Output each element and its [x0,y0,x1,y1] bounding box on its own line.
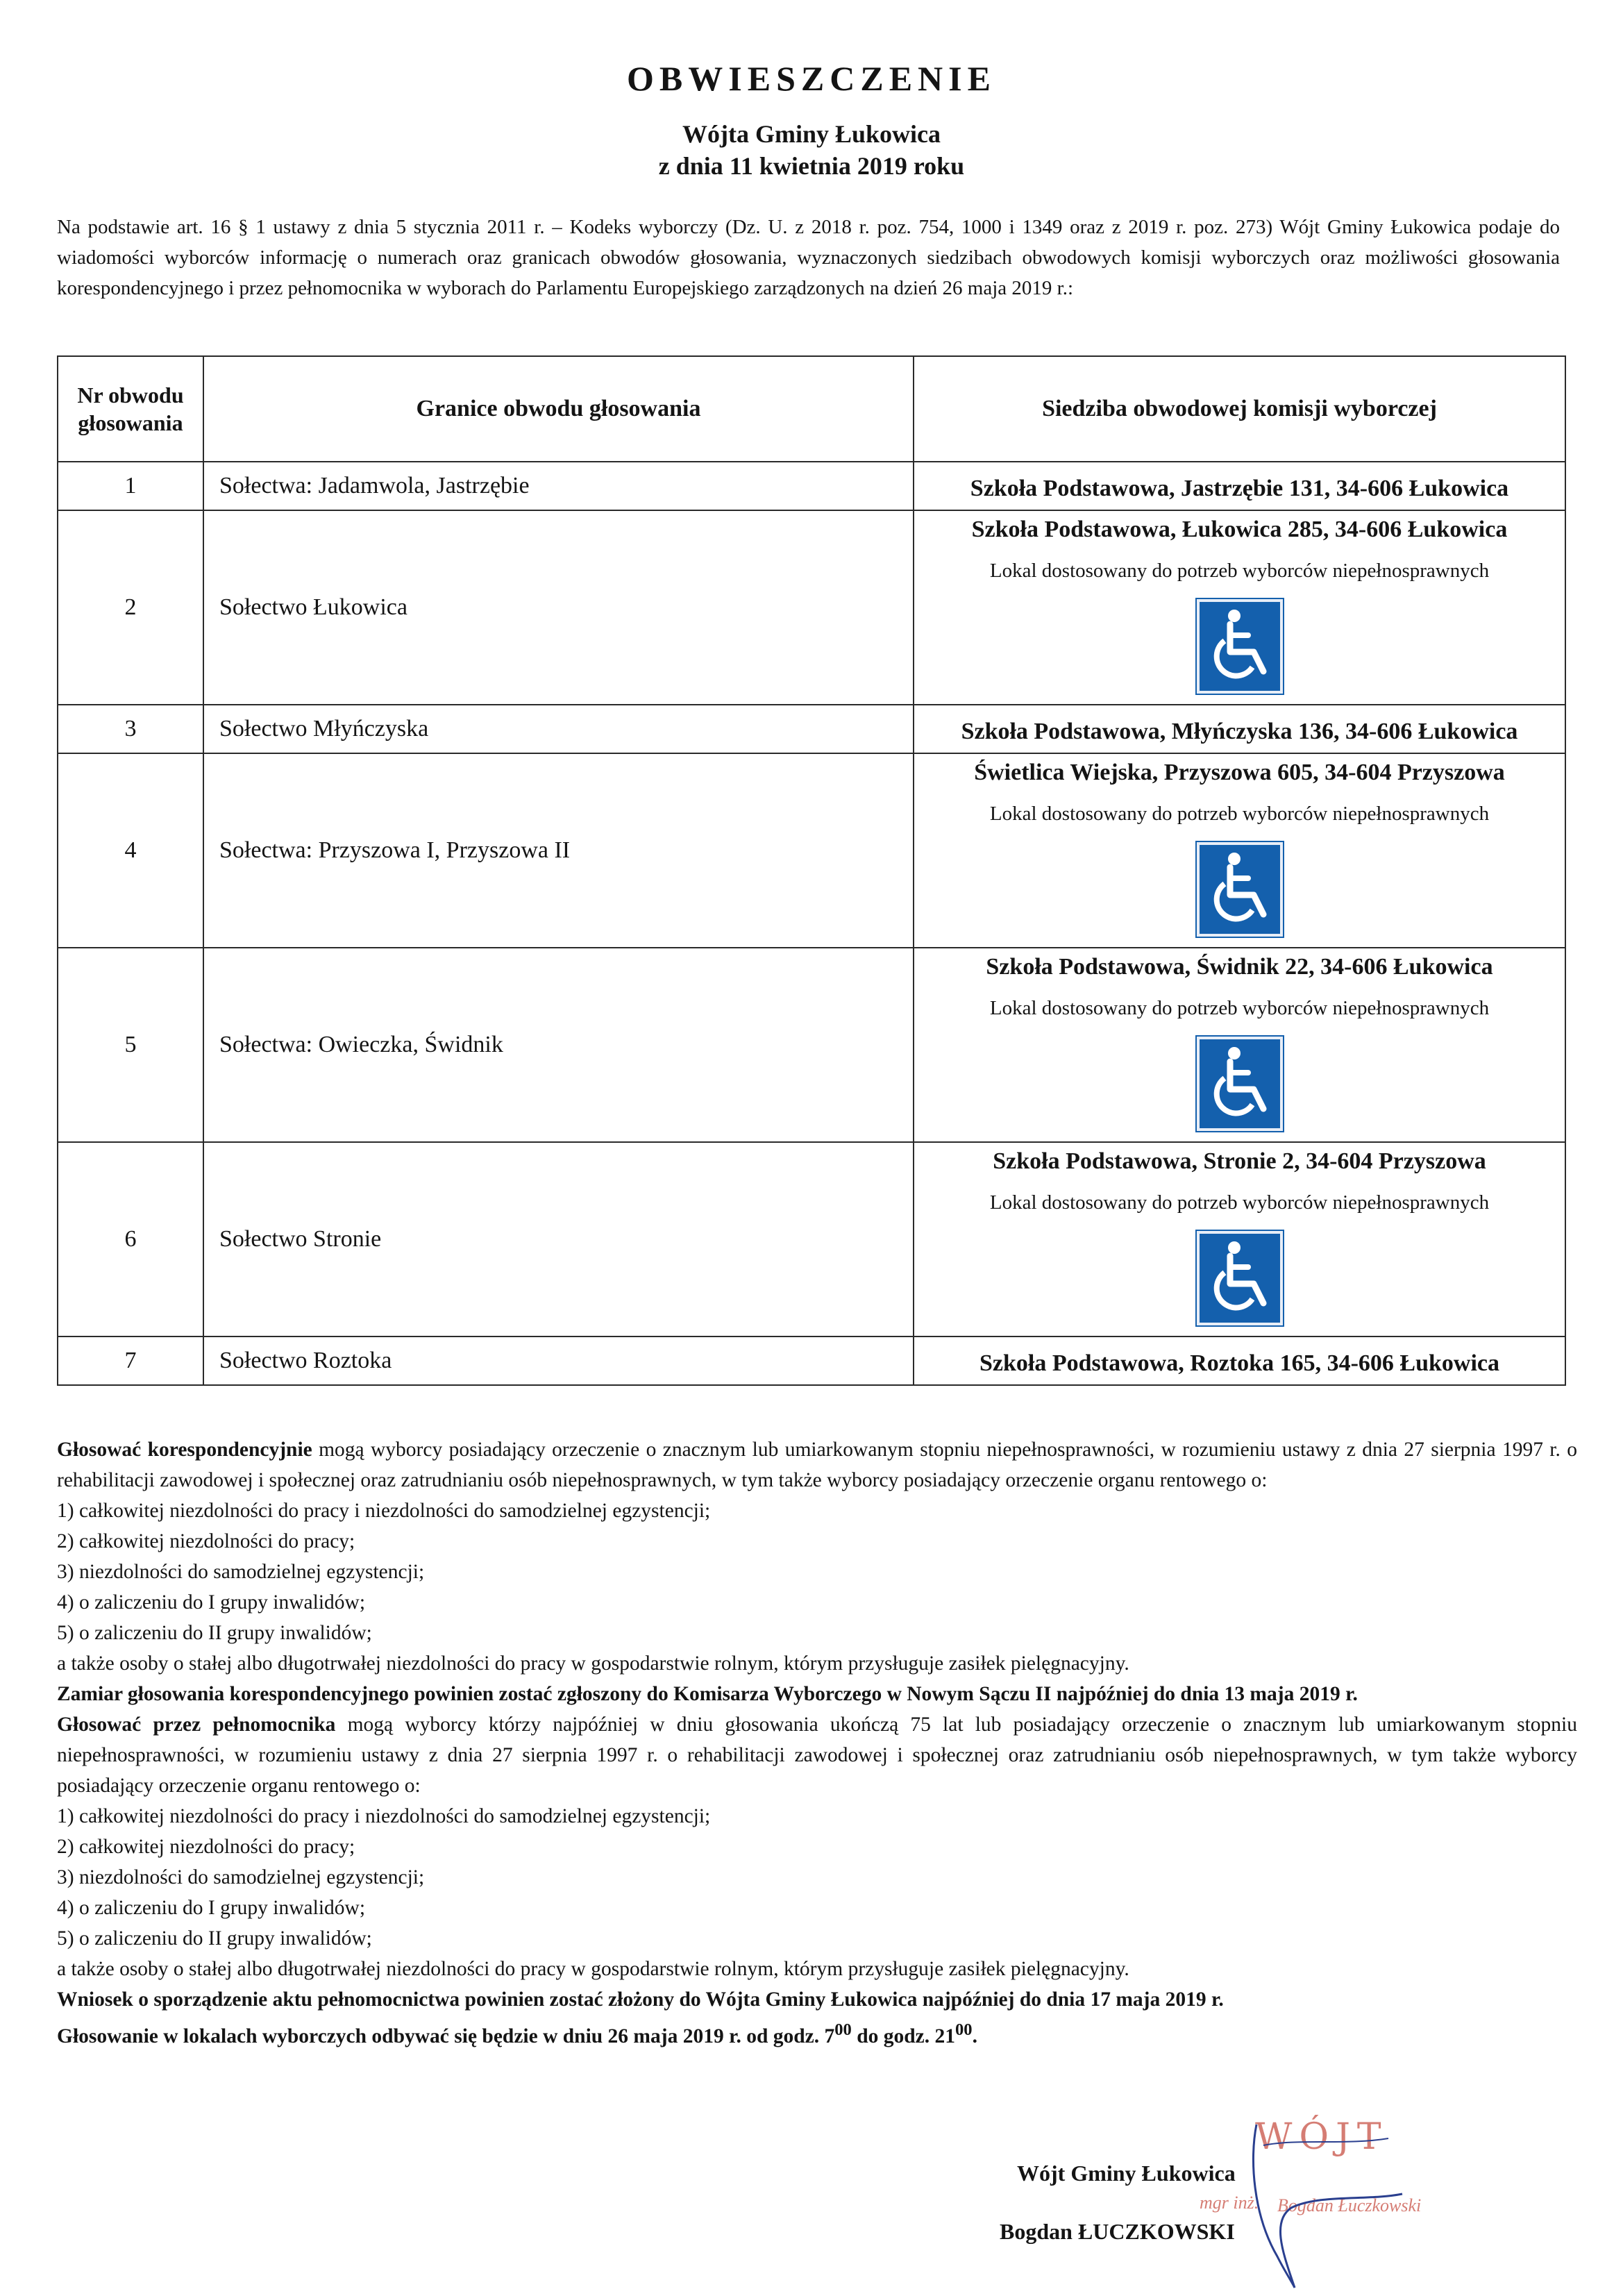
proxy-closing: a także osoby o stałej albo długotrwałej niezdolności do pracy w gospodarstwie rolnym, którym przysługuje zasiłek pielęgnacyjny. [57,1958,1129,1980]
table-row [58,462,1565,510]
list-item: 2) całkowitej niezdolności do pracy; [57,1530,355,1552]
district-number: 1 [58,462,203,510]
list-item: 3) niezdolności do samodzielnej egzystencji; [57,1866,425,1888]
commission-address: Szkoła Podstawowa, Świdnik 22, 34-606 Łukowica [986,954,1493,980]
voting-hours-sup: 00 [834,2020,852,2039]
table-row [58,948,1565,1142]
district-number: 6 [58,1142,203,1336]
voting-districts-table [57,355,1566,1386]
district-boundaries: Sołectwa: Owieczka, Świdnik [203,948,914,1142]
header-siedziba: Siedziba obwodowej komisji wyborczej [914,356,1565,462]
proxy-lead: Głosować przez pełnomocnika [57,1713,336,1736]
proxy-text: mogą wyborcy którzy najpóźniej w dniu głosowania ukończą 75 lat lub posiadający orzeczenie o znacznym lub umiarkowanym stopniu niepełnosprawności, w rozumieniu ustawy z dnia 27 sierpnia 1997 r. o rehabilitacji zawodowej i społecznej oraz zatrudnianiu osób niepełnosprawnych, w tym także wyborcy posiadający orzeczenie organu rentowego o: [57,1713,1577,1797]
handwritten-signature [1243,2118,1423,2291]
proxy-deadline: Wniosek o sporządzenie aktu pełnomocnictwa powinien zostać złożony do Wójta Gminy Łukowica najpóźniej do dnia 17 maja 2019 r. [57,1988,1224,2011]
official-stamp: WÓJT [1255,2116,1388,2158]
commission-address: Szkoła Podstawowa, Roztoka 165, 34-606 Łukowica [979,1350,1499,1376]
commission-address: Szkoła Podstawowa, Młyńczyska 136, 34-606 Łukowica [961,719,1518,744]
stamp-name: Bogdan Łuczkowski [1277,2195,1422,2215]
list-item: 2) całkowitej niezdolności do pracy; [57,1836,355,1858]
stamp-prefix: mgr inż. [1200,2193,1259,2213]
header-nr: Nr obwodu głosowania [58,356,203,462]
correspondence-lead: Głosować korespondencyjnie [57,1439,312,1461]
district-number: 4 [58,753,203,948]
district-boundaries: Sołectwo Młyńczyska [203,705,914,753]
table-row [58,705,1565,753]
list-item: 4) o zaliczeniu do I grupy inwalidów; [57,1591,366,1614]
table-row [58,753,1565,948]
table-body [58,462,1565,1385]
header-granice: Granice obwodu głosowania [203,356,914,462]
commission-address: Świetlica Wiejska, Przyszowa 605, 34-604 Przyszowa [974,760,1505,785]
commission-location [914,753,1565,948]
wheelchair-accessibility-icon [1197,599,1283,694]
district-boundaries: Sołectwo Roztoka [203,1336,914,1385]
commission-location [914,510,1565,705]
district-number: 7 [58,1336,203,1385]
district-number: 3 [58,705,203,753]
voting-hours-text: Głosowanie w lokalach wyborczych odbywać się będzie w dniu 26 maja 2019 r. od godz. 7 [57,2025,835,2047]
table-header-row [58,356,1565,462]
district-boundaries: Sołectwo Łukowica [203,510,914,705]
accessibility-note: Lokal dostosowany do potrzeb wyborców niepełnosprawnych [989,560,1490,582]
list-item: 5) o zaliczeniu do II grupy inwalidów; [57,1622,372,1644]
commission-address: Szkoła Podstawowa, Jastrzębie 131, 34-606 Łukowica [970,476,1509,501]
commission-address: Szkoła Podstawowa, Stronie 2, 34-604 Przyszowa [993,1148,1486,1174]
voting-hours [57,2015,1577,2052]
district-number: 2 [58,510,203,705]
table-row [58,1142,1565,1336]
accessibility-note: Lokal dostosowany do potrzeb wyborców niepełnosprawnych [989,1191,1490,1214]
correspondence-deadline: Zamiar głosowania korespondencyjnego powinien zostać zgłoszony do Komisarza Wyborczego w Nowym Sączu II najpóźniej do dnia 13 maja 2019 r. [57,1683,1358,1705]
proxy-paragraph [57,1709,1577,1801]
district-number: 5 [58,948,203,1142]
commission-location [914,705,1565,753]
intro-paragraph: Na podstawie art. 16 § 1 ustawy z dnia 5 stycznia 2011 r. – Kodeks wyborczy (Dz. U. z 2018 r. poz. 754, 1000 i 1349 oraz z 2019 r. poz. 273) Wójt Gminy Łukowica podaje do wiadomości wyborców informację o numerach oraz granicach obwodów głosowania, wyznaczonych siedzibach obwodowych komisji wyborczych oraz możliwości głosowania korespondencyjnego i przez pełnomocnika w wyborach do Parlamentu Europejskiego zarządzonych na dzień 26 maja 2019 r.: [57,216,1560,299]
table-row [58,510,1565,705]
wheelchair-accessibility-icon [1197,1037,1283,1131]
table-row [58,1336,1565,1385]
correspondence-closing: a także osoby o stałej albo długotrwałej niezdolności do pracy w gospodarstwie rolnym, którym przysługuje zasiłek pielęgnacyjny. [57,1652,1129,1675]
commission-location [914,462,1565,510]
list-item: 1) całkowitej niezdolności do pracy i niezdolności do samodzielnej egzystencji; [57,1805,711,1827]
district-boundaries: Sołectwo Stronie [203,1142,914,1336]
commission-location [914,1336,1565,1385]
body-text [57,1434,1577,2052]
district-boundaries: Sołectwa: Przyszowa I, Przyszowa II [203,753,914,948]
accessibility-note: Lokal dostosowany do potrzeb wyborców niepełnosprawnych [989,997,1490,1019]
correspondence-paragraph [57,1434,1577,1495]
signatory-title: Wójt Gminy Łukowica [1017,2161,1236,2186]
commission-location [914,1142,1565,1336]
document-issuer: Wójta Gminy Łukowica [682,120,941,148]
accessibility-note: Lokal dostosowany do potrzeb wyborców niepełnosprawnych [989,803,1490,825]
voting-hours-sup: 00 [955,2020,973,2039]
district-boundaries: Sołectwa: Jadamwola, Jastrzębie [203,462,914,510]
commission-location [914,948,1565,1142]
document-title: OBWIESZCZENIE [627,59,996,98]
wheelchair-accessibility-icon [1197,1231,1283,1325]
signatory-name: Bogdan ŁUCZKOWSKI [1000,2219,1235,2244]
commission-address: Szkoła Podstawowa, Łukowica 285, 34-606 Łukowica [971,517,1508,542]
wheelchair-accessibility-icon [1197,842,1283,937]
list-item: 4) o zaliczeniu do I grupy inwalidów; [57,1897,366,1919]
list-item: 3) niezdolności do samodzielnej egzystencji; [57,1561,425,1583]
correspondence-text: mogą wyborcy posiadający orzeczenie o znacznym lub umiarkowanym stopniu niepełnosprawności, w rozumieniu ustawy z dnia 27 sierpnia 1997 r. o rehabilitacji zawodowej i społecznej oraz zatrudnianiu osób niepełnosprawnych, w tym także wyborcy posiadający orzeczenie organu rentowego o: [57,1439,1577,1491]
document-date: z dnia 11 kwietnia 2019 roku [658,152,965,180]
voting-hours-text: do godz. 21 [851,2025,955,2047]
list-item: 5) o zaliczeniu do II grupy inwalidów; [57,1927,372,1950]
voting-hours-text: . [972,2025,977,2047]
list-item: 1) całkowitej niezdolności do pracy i niezdolności do samodzielnej egzystencji; [57,1500,711,1522]
